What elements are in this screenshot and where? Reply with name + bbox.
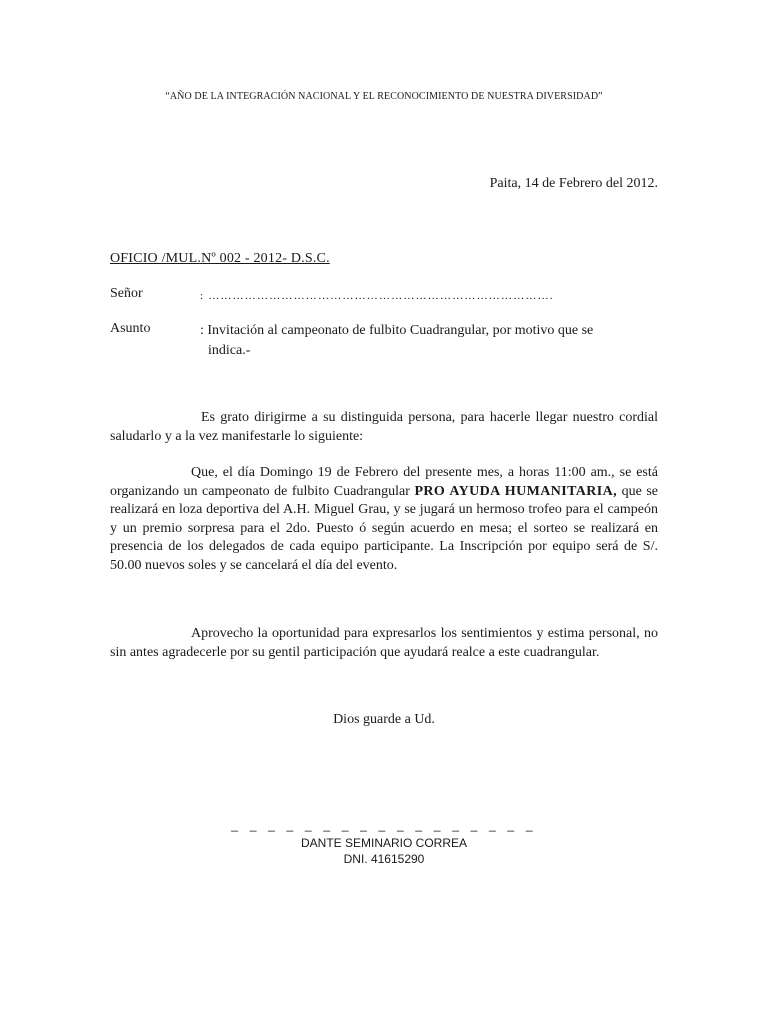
- body-paragraph-1: Es grato dirigirme a su distinguida persona, para hacerle llegar nuestro cordial saludarlo y a la vez manifestarle lo siguiente:: [110, 410, 658, 444]
- body-paragraph-3: Aprovecho la oportunidad para expresarlos los sentimientos y estima personal, no sin antes agradecerle por su gentil participación que ayudará realce a este cuadrangular.: [110, 626, 658, 660]
- body-paragraph-2-end: que se realizará en loza deportiva del A.H. Miguel Grau, y se jugará un hermoso trofeo para el campeón y un premio sorpresa para el 2do. Puesto ó según acuerdo en mesa; el sorteo se realizará en presencia de los delegados de cada equipo participante. La Inscripción por equipo será de S/. 50.00 nuevos soles y se cancelará el día del evento.: [110, 483, 658, 573]
- recipient-value: : ………………………………………………………………………….: [200, 290, 554, 302]
- year-motto: “AÑO DE LA INTEGRACIÓN NACIONAL Y EL RECONOCIMIENTO DE NUESTRA DIVERSIDAD”: [165, 91, 603, 102]
- subject-label: Asunto: [110, 321, 151, 336]
- subject-line-1: : Invitación al campeonato de fulbito Cuadrangular, por motivo que se: [200, 323, 594, 338]
- signatory-dni: DNI. 41615290: [343, 852, 425, 866]
- body-paragraph-2-start: Que, el día Domingo 19 de Febrero del presente mes, a horas 11:00 am., se está organizando un campeonato de fulbito Cuadrangular: [110, 465, 658, 499]
- signatory-name: DANTE SEMINARIO CORREA: [300, 836, 468, 850]
- subject-value: [200, 321, 660, 361]
- body-paragraph-2: [110, 464, 658, 575]
- subject-line-2: indica.-: [208, 343, 251, 358]
- event-name: PRO AYUDA HUMANITARIA,: [414, 483, 618, 499]
- closing-salutation: Dios guarde a Ud.: [333, 712, 435, 727]
- signature-line: _ _ _ _ _ _ _ _ _ _ _ _ _ _ _ _ _: [231, 818, 537, 832]
- recipient-label: Señor: [110, 286, 143, 301]
- letter-date: Paita, 14 de Febrero del 2012.: [489, 176, 658, 191]
- document-reference: OFICIO /MUL.Nº 002 - 2012- D.S.C.: [110, 251, 330, 266]
